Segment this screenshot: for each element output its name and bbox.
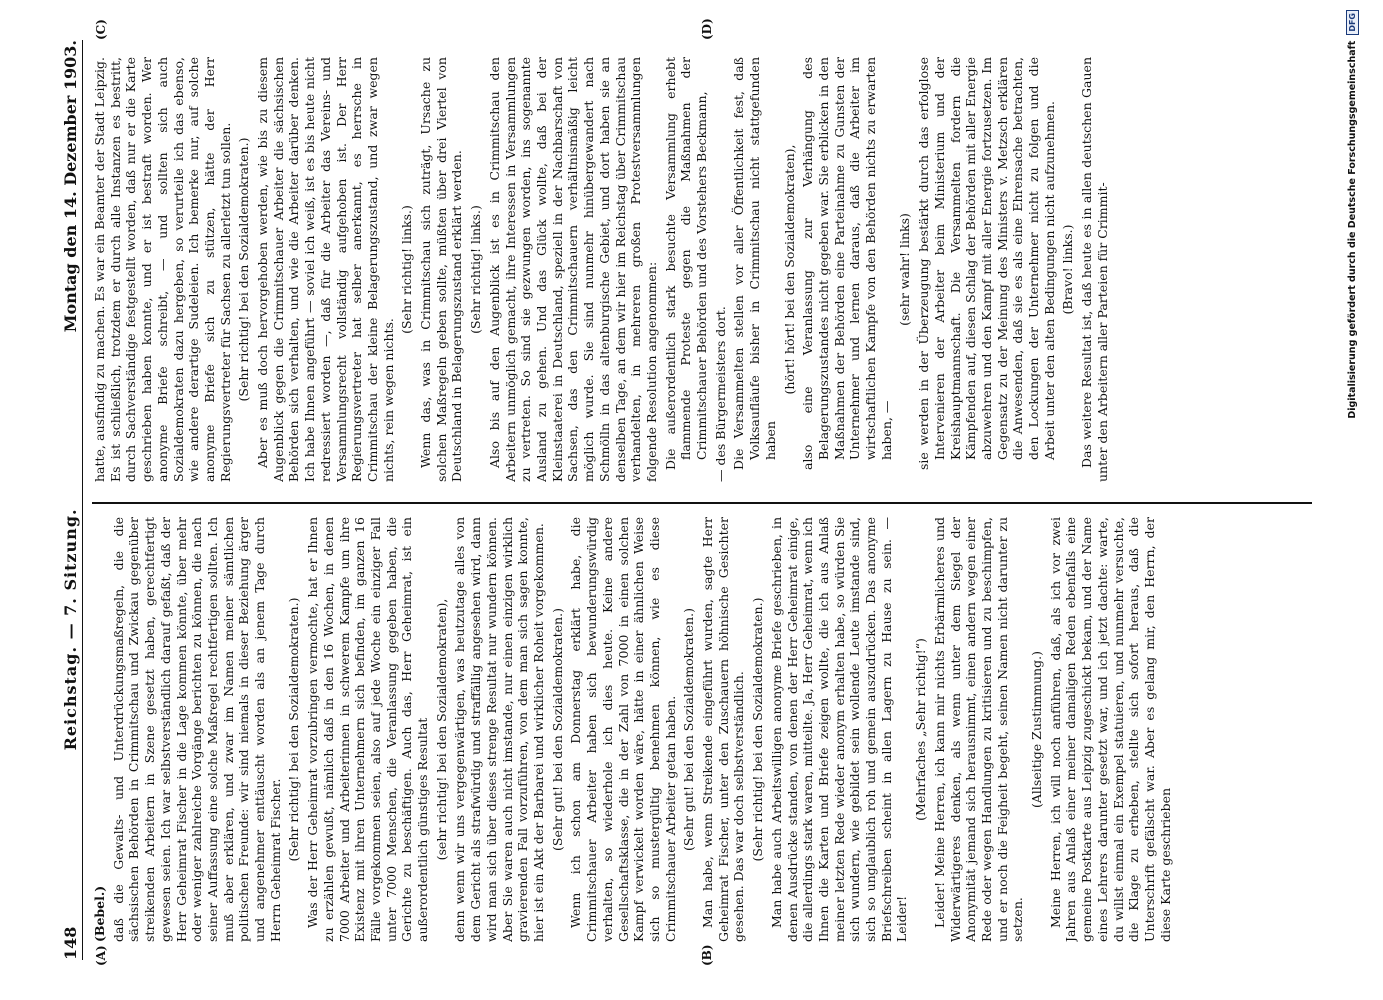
interjection: (Sehr gut! bei den Sozialdemokraten.) xyxy=(549,608,565,851)
paragraph: Wenn ich schon am Donnerstag erklärt habe, die Crimmitschauer Arbeiter haben sich bewunderungswürdig verhalten, so wiederhole ich dies heute. Keine andere Gesellschaftsklasse, die in der Zahl von 7000 in einen solchen Kampf verwickelt worden wäre, hätte in einer ähnlichen Weise sich so mustergültig benehmen können, wie es diese Crimmitschauer Arbeiter getan haben. xyxy=(568,517,678,942)
interjection: (sehr wahr! links) xyxy=(897,213,913,326)
left-column xyxy=(92,517,1312,942)
page-header xyxy=(58,40,83,960)
speaker-label: (Bebel.) xyxy=(92,885,107,942)
paragraph: Meine Herren, ich will noch anführen, daß, als ich vor zwei Jahren aus Anlaß einer meiner damaligen Reden ebenfalls eine gemeine Postkarte aus Leipzig zugeschickt bekam, und der Name eines Lehrers darunter gesetzt war, und ich jetzt dachte: warte, du willst einmal ein Exempel statuieren, und nunmehr versuchte, die Klage zu erheben, stellte sich sofort heraus, daß die Unterschrift gefälscht war. Aber es gelang mir, den Herrn, der diese Karte geschrieben xyxy=(1047,517,1173,942)
aside: — des Bürgermeisters dort. xyxy=(712,306,728,482)
page-number: 148 xyxy=(60,926,80,960)
paragraph: Aber es muß doch hervorgehoben werden, wie bis zu diesem Augenblick gegen die Crimmitschauer Arbeiter die sächsischen Behörden sich verhalten, und wie die Arbeiter darüber denken. Ich habe Ihnen angeführt — soviel ich weiß, ist es bis heute nicht redressiert worden —, daß für die Arbeiter das Vereins- und Versammlungsrecht vollständig aufgehoben ist. Der Herr Regierungsvertreter hat selber anerkannt, es herrsche in Crimmitschau der kleine Belagerungszustand, und zwar wegen nichts, rein wegen nichts. xyxy=(255,57,396,482)
paragraph: Man habe, wenn Streikende eingeführt wurden, sagte Herr Geheimrat Fischer, unter den Zuschauern höhnische Gesichter gesehen. Das war doch selbstverständlich. xyxy=(700,517,747,942)
credit-text: Digitalisierung gefördert durch die Deutsche Forschungsgemeinschaft xyxy=(1347,40,1358,419)
paragraph: denn wenn wir uns vergegenwärtigen, was heutzutage alles von dem Gericht als strafwürdig und straffällig angesehen wird, dann wird man sich über dieses strenge Resultat nur wundern können. Aber Sie waren auch nicht imstande, nur einen einzigen wirklich gravierenden Fall vorzuführen, von dem man sich sagen konnte, hier ist ein Akt der Barbarei und wirklicher Roheit vorgekommen. xyxy=(452,517,546,942)
dfg-logo-icon: DFG xyxy=(1346,10,1359,35)
paragraph: daß die Gewalts- und Unterdrückungsmaßregeln, die die sächsischen Behörden in Crimmitschau und Zwickau gegenüber streikenden Arbeitern in Szene gesetzt haben, gerechtfertigt gewesen seien. Ich war selbstverständlich darauf gefaßt, daß der Herr Geheimrat Fischer in die Lage kommen könnte, über mehr oder weniger zahlreiche Vorgänge berichten zu können, die nach seiner Auffassung eine solche Maßregel rechtfertigen sollten. Ich muß aber erklären, und zwar im Namen meiner sämtlichen politischen Freunde: wir sind niemals in dieser Beziehung ärger und angenehmer enttäuscht worden als an jenem Tage durch Herrn Geheimrat Fischer. xyxy=(110,517,283,942)
quotation: also eine Veranlassung zur Verhängung des Belagerungszustandes nicht gegeben war. Sie erblicken in den Maßnahmen der Behörden eine Parteinahme zu Gunsten der Unternehmer und lernen daraus, daß die Arbeiter im wirtschaftlichen Kampfe von den Behörden nichts zu erwarten haben, — xyxy=(800,57,894,470)
column-divider xyxy=(92,503,1312,505)
interjection: (hört! hört! bei den Sozialdemokraten), xyxy=(781,144,797,395)
quotation: Die Versammelten stellen vor aller Öffentlichkeit fest, daß Volksaufläufe bisher in Crimmitschau nicht stattgefunden haben xyxy=(731,57,778,470)
interjection: (Sehr gut! bei den Sozialdemokraten.) xyxy=(681,608,697,851)
paragraph: Leider! Meine Herren, ich kann mir nichts Erbärmlicheres und Widerwärtigeres denken, als wenn unter dem Siegel der Anonymität jemand sich herausnimmt, einen andern wegen einer Rede oder wegen Handlungen zu kritisieren und zu beschimpfen, und er noch die Feigheit begeht, seinen Namen nicht darunter zu setzen. xyxy=(931,517,1026,942)
paragraph: Wenn das, was in Crimmitschau sich zuträgt, Ursache zu solchen Maßregeln geben sollte, müßten über drei Viertel von Deutschland in Belagerungszustand erklärt werden. xyxy=(418,57,465,482)
interjection: (Bravo! links.) xyxy=(1060,224,1076,315)
interjection: (Sehr richtig! bei den Sozialdemokraten.) xyxy=(236,137,252,402)
right-column xyxy=(92,57,1312,482)
margin-mark-c: (C) xyxy=(94,19,108,40)
quotation: Die außerordentlich stark besuchte Versammlung erhebt flammende Proteste gegen die Maßnahmen der Crimmitschauer Behörden und des Vorstehers Beckmann, xyxy=(662,57,710,470)
paragraph: Das weitere Resultat ist, daß heute es in allen deutschen Gauen unter den Arbeitern aller Parteien für Crimmit- xyxy=(1079,57,1110,482)
margin-mark-a: (A) xyxy=(94,945,108,966)
paragraph: hatte, ausfindig zu machen. Es war ein Beamter der Stadt Leipzig. Es ist schließlich, trotzdem er durch alle Instanzen es bestritt, durch Sachverständige festgestellt worden, daß nur er die Karte geschrieben haben konnte, und er ist bestraft worden. Wer anonyme Briefe schreibt, — und sollten sich auch Sozialdemokraten dazu hergeben, so verurteile ich das ebenso, wie andere derartige Sudeleien. Ich bemerke nur, auf solche anonyme Briefe sich zu stützen, hätte der Herr Regierungsvertreter für Sachsen zu allerletzt tun sollen. xyxy=(92,57,233,482)
interjection: (Mehrfaches „Sehr richtig!“) xyxy=(913,638,929,821)
interjection: (Sehr richtig! bei den Sozialdemokraten.) xyxy=(750,597,766,862)
session-date: Montag den 14. Dezember 1903. xyxy=(60,40,80,333)
session-title: Reichstag. — 7. Sitzung. xyxy=(60,508,80,751)
interjection: (Sehr richtig! links.) xyxy=(468,205,484,334)
margin-mark-d: (D) xyxy=(700,18,714,40)
interjection: (Allseitige Zustimmung.) xyxy=(1029,651,1045,808)
paragraph: Man habe auch Arbeitswilligen anonyme Briefe geschrieben, in denen Ausdrücke standen, von denen der Herr Geheimrat einige, die allerdings stark waren, mitteilte. Ja, Herr Geheimrat, wenn ich Ihnen die Karten und Briefe zeigen wollte, die ich aus Anlaß meiner letzten Rede wieder anonym erhalten habe, so würden Sie sich wundern, wie gebildet sein wollende Leute imstande sind, sich so unglaublich roh und gemein auszudrücken. Das anonyme Briefschreiben scheint in allen Lagern zu Hause zu sein. — Leider! xyxy=(768,517,910,942)
quotation: sie werden in der Überzeugung bestärkt durch das erfolglose Intervenieren der Arbeiter beim Ministerium und der Kreishauptmannschaft. Die Versammelten fordern die Kämpfenden auf, diesen Schlag der Behörden mit aller Energie abzuwehren und den Kampf mit aller Energie fortzusetzen. Im Gegensatz zu der Meinung des Ministers v. Metzsch erklären die Anwesenden, daß sie es als eine Ehrensache betrachten, den Lockungen der Unternehmer nicht zu folgen und die Arbeit unter den alten Bedingungen nicht aufzunehmen. xyxy=(916,57,1057,470)
interjection: (Sehr richtig! bei den Sozialdemokraten.) xyxy=(286,597,302,862)
interjection: (Sehr richtig! links.) xyxy=(399,205,415,334)
paragraph: Was der Herr Geheimrat vorzubringen vermochte, hat er Ihnen zu erzählen gewußt, nämlich daß in den 16 Wochen, in denen 7000 Arbeiter und Arbeiterinnen in schwerem Kampfe um ihre Existenz mit ihren Unternehmern sich befinden, im ganzen 16 Fälle vorgekommen seien, also auf jede Woche ein einziger Fall unter 7000 Menschen, die Veranlassung gegeben haben, die Gerichte zu beschäftigen. Auch das, Herr Geheimrat, ist ein außerordentlich günstiges Resultat xyxy=(305,517,431,942)
paragraph: Also bis auf den Augenblick ist es in Crimmitschau den Arbeitern unmöglich gemacht, ihre Interessen in Versammlungen zu vertreten. So sind sie gezwungen worden, ins sogenannte Ausland zu gehen. Und das Glück wollte, daß bei der Kleinstaaterei in Deutschland, speziell in der Nachbarschaft von Sachsen, das den Crimmitschauern verhältnismäßig leicht möglich wurde. Sie sind nunmehr hinübergewandert nach Schmölln in das altenburgische Gebiet, und dort haben sie an denselben Tage, an dem wir hier im Reichstag über Crimmitschau verhandelten, in mehreren großen Protestversammlungen folgende Resolution angenommen: xyxy=(486,57,659,482)
digitization-credit xyxy=(1346,10,1359,419)
interjection: (sehr richtig! bei den Sozialdemokraten), xyxy=(433,598,449,861)
margin-mark-b: (B) xyxy=(700,944,714,966)
